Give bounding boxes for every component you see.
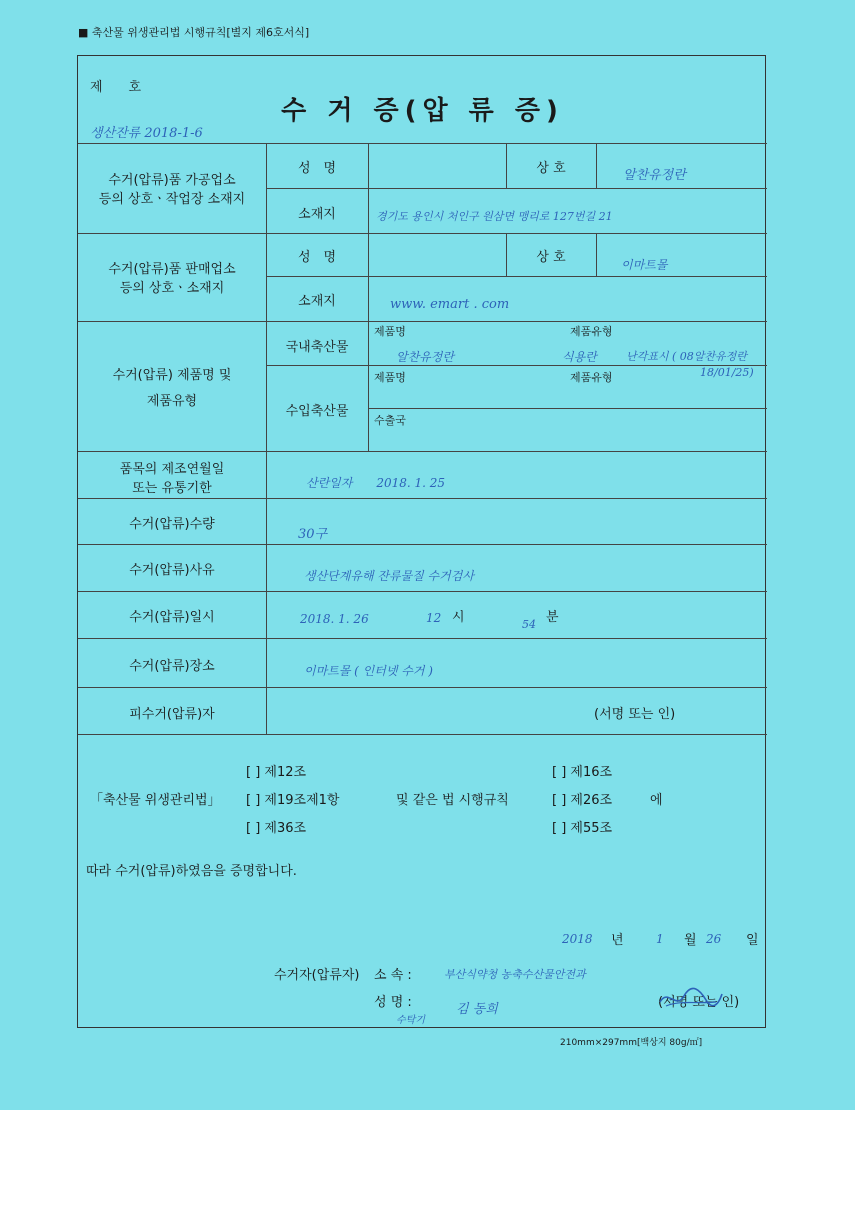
affiliation-value: 부산식약청 농축수산물안전과 — [444, 968, 586, 981]
date-day: 26 — [706, 932, 722, 946]
domestic-extra-value-2: 18/01/25) — [700, 366, 754, 379]
quantity-value: 30구 — [298, 527, 328, 542]
collector-name-value: 김 동희 — [456, 1002, 498, 1017]
certify-text: 따라 수거(압류)하였음을 증명합니다. — [86, 864, 297, 879]
processor-trade-value: 알찬유정란 — [623, 168, 686, 183]
processor-name-label: 성 명 — [297, 161, 337, 176]
collector-name-label: 성 명 : — [374, 995, 412, 1010]
datetime-hour: 12 — [426, 611, 442, 625]
form-title: 수 거 증(압 류 증) — [281, 96, 564, 126]
place-label: 수거(압류)장소 — [129, 659, 215, 674]
seller-trade-label: 상 호 — [536, 250, 566, 265]
law-name: 「축산물 위생관리법」 — [90, 793, 221, 808]
minute-label: 분 — [546, 610, 559, 625]
export-country-label: 수출국 — [374, 414, 406, 427]
affiliation-label: 소 속 : — [374, 968, 412, 983]
seller-name-label: 성 명 — [297, 250, 337, 265]
product-label-2: 제품유형 — [146, 394, 198, 409]
seller-label-1: 수거(압류)품 판매업소 — [108, 262, 236, 277]
processor-label-2: 등의 상호ㆍ작업장 소재지 — [98, 192, 246, 207]
subject-label: 피수거(압류)자 — [129, 707, 215, 722]
domestic-type-value: 식용란 — [562, 350, 597, 364]
quantity-label: 수거(압류)수량 — [129, 517, 215, 532]
manufacture-value: 산란일자 2018. 1. 25 — [306, 476, 446, 490]
law-article-55: [ ] 제55조 — [552, 821, 613, 836]
signature-scribble — [656, 984, 726, 1014]
number-label: 제 호 — [90, 80, 142, 95]
collector-label: 수거자(압류자) — [274, 968, 360, 983]
date-year-label: 년 — [611, 933, 624, 948]
domestic-label: 국내축산물 — [285, 340, 349, 355]
manufacture-label-1: 품목의 제조연월일 — [119, 462, 225, 477]
processor-label-1: 수거(압류)품 가공업소 — [108, 173, 236, 188]
hour-label: 시 — [452, 610, 465, 625]
seller-address-label: 소재지 — [298, 294, 336, 309]
domestic-type-label: 제품유형 — [570, 325, 613, 338]
law-article-19: [ ] 제19조제1항 — [246, 793, 340, 808]
import-name-label: 제품명 — [374, 371, 406, 384]
manufacture-label-2: 또는 유통기한 — [132, 481, 212, 496]
date-year: 2018 — [562, 932, 593, 946]
law-middle-text: 및 같은 법 시행규칙 — [396, 793, 509, 808]
date-month-label: 월 — [684, 933, 697, 948]
seller-label-2: 등의 상호ㆍ소재지 — [119, 281, 225, 296]
date-day-label: 일 — [746, 933, 759, 948]
import-type-label: 제품유형 — [570, 371, 613, 384]
processor-trade-label: 상 호 — [536, 161, 566, 176]
law-article-12: [ ] 제12조 — [246, 765, 307, 780]
product-label-1: 수거(압류) 제품명 및 — [112, 368, 232, 383]
import-label: 수입축산물 — [285, 404, 349, 419]
law-suffix: 에 — [650, 793, 663, 808]
receipt-form — [77, 55, 766, 1028]
date-month: 1 — [656, 932, 664, 946]
place-value: 이마트몰 ( 인터넷 수거 ) — [304, 664, 433, 678]
processor-address-value: 경기도 용인시 처인구 원삼면 맹리로 127번길 21 — [376, 210, 613, 223]
collector-name-note: 수탁기 — [396, 1015, 425, 1026]
datetime-minute: 54 — [522, 618, 536, 631]
header-note: ■ 축산물 위생관리법 시행규칙[별지 제6호서식] — [78, 26, 310, 39]
domestic-name-value: 알찬유정란 — [396, 350, 454, 364]
law-article-26: [ ] 제26조 — [552, 793, 613, 808]
law-article-36: [ ] 제36조 — [246, 821, 307, 836]
datetime-label: 수거(압류)일시 — [129, 610, 215, 625]
law-article-16: [ ] 제16조 — [552, 765, 613, 780]
handwritten-number: 생산잔류 2018-1-6 — [90, 126, 203, 141]
collector-sign-label: (서명 또는 인) — [658, 995, 740, 1010]
paper-spec-footer: 210mm×297mm[백상지 80g/㎡] — [560, 1038, 703, 1048]
reason-label: 수거(압류)사유 — [129, 563, 215, 578]
seller-trade-value: 이마트몰 — [621, 258, 668, 272]
processor-address-label: 소재지 — [298, 207, 336, 222]
reason-value: 생산단계유해 잔류물질 수거검사 — [304, 569, 474, 583]
domestic-name-label: 제품명 — [374, 325, 406, 338]
subject-sign-label: (서명 또는 인) — [594, 707, 676, 722]
seller-address-value: www. emart . com — [390, 297, 510, 312]
datetime-date: 2018. 1. 26 — [300, 612, 369, 626]
domestic-extra-value: 난각표시 ( 08알찬유정란 — [626, 350, 747, 363]
